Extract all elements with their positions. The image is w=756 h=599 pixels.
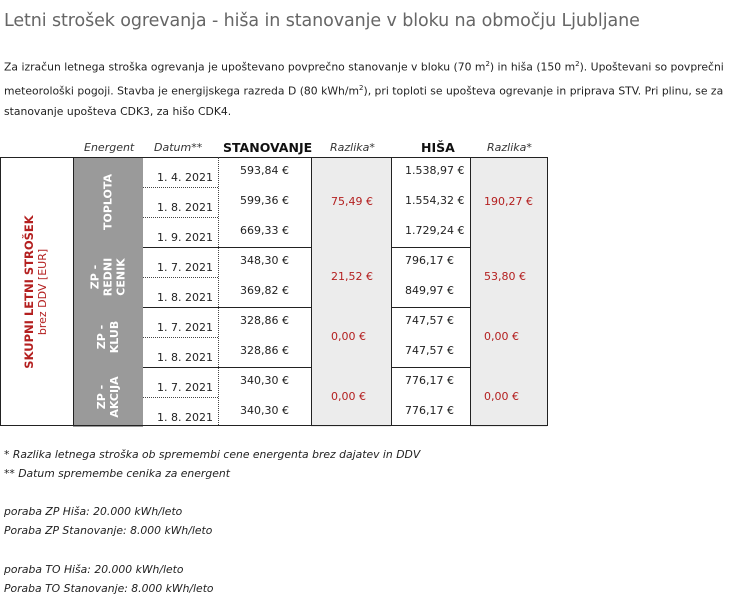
stanovanje-value: 369,82 € [240,284,289,297]
hisa-value: 776,17 € [405,374,454,387]
footnote-razlika: * Razlika letnega stroška ob spremembi cene energenta brez dajatev in DDV [4,448,421,461]
group-label-line: ZP - [95,324,108,350]
note-zp-stanovanje: Poraba ZP Stanovanje: 8.000 kWh/leto [4,524,213,537]
intro-text-2: ) in hiša (150 m [489,60,576,74]
group-label [89,258,128,296]
group-label-line: ZP - [95,384,108,410]
razlika-hisa-value: 190,27 € [484,195,533,208]
stanovanje-value: 328,86 € [240,314,289,327]
hisa-value: 1.554,32 € [405,194,465,207]
row-divider [143,337,218,338]
group-label-line: ZP - [88,264,102,290]
column-line [470,157,471,425]
page-title: Letni strošek ogrevanja - hiša in stanovanje v bloku na območju Ljubljane [4,11,640,31]
header-stanovanje: STANOVANJE [223,140,313,155]
header-razlika-stanovanje: Razlika* [330,141,375,154]
date-cell: 1. 7. 2021 [157,261,213,274]
hisa-value: 796,17 € [405,254,454,267]
intro-text-1: Za izračun letnega stroška ogrevanja je upoštevano povprečno stanovanje v bloku (70 m [4,60,486,74]
column-line [73,157,74,425]
column-line-dotted [218,157,219,425]
side-label [22,215,50,368]
row-divider [143,277,218,278]
razlika-hisa-value: 0,00 € [484,390,519,403]
group-label-line: CENIK [114,258,128,296]
razlika-stanovanje-value: 21,52 € [331,270,373,283]
razlika-hisa-value: 0,00 € [484,330,519,343]
stanovanje-value: 348,30 € [240,254,289,267]
column-line [311,157,312,425]
date-cell: 1. 8. 2021 [157,351,213,364]
date-cell: 1. 4. 2021 [157,171,213,184]
row-divider [143,217,218,218]
hisa-value: 747,57 € [405,344,454,357]
header-datum: Datum** [154,141,203,154]
stanovanje-value: 669,33 € [240,224,289,237]
group-label-line: TOPLOTA [101,173,115,231]
side-label-subtitle: brez DDV [EUR] [36,248,49,336]
razlika-stanovanje-value: 75,49 € [331,195,373,208]
hisa-value: 747,57 € [405,314,454,327]
header-razlika-hisa: Razlika* [487,141,532,154]
intro-text-3: ). Upoštevani so povprečni meteorološki pogoji. Stavba je energijskega razreda D (80 kWh/m [4,60,724,98]
stanovanje-value: 340,30 € [240,374,289,387]
group-label-line: KLUB [108,320,121,354]
date-cell: 1. 8. 2021 [157,201,213,214]
razlika-stanovanje-value: 0,00 € [331,330,366,343]
footnote-datum: ** Datum spremembe cenika za energent [4,467,230,480]
razlika-hisa-value: 53,80 € [484,270,526,283]
row-divider [143,187,218,188]
hisa-value: 849,97 € [405,284,454,297]
date-cell: 1. 9. 2021 [157,231,213,244]
hisa-value: 1.538,97 € [405,164,465,177]
note-to-hisa: poraba TO Hiša: 20.000 kWh/leto [4,563,184,576]
hisa-value: 776,17 € [405,404,454,417]
intro-paragraph [4,54,752,122]
column-line [391,157,392,425]
stanovanje-value: 599,36 € [240,194,289,207]
group-label-line: REDNI [101,257,115,297]
date-cell: 1. 8. 2021 [157,291,213,304]
table-left-border [0,157,1,425]
intro-text-4: ), pri toploti se upošteva ogrevanje in priprava STV. Pri plinu, se za stanovanje upošteva CDK3, za hišo CDK4. [4,84,724,119]
row-divider [143,397,218,398]
sup-1: 2 [485,60,490,68]
sup-3: 2 [359,83,364,92]
date-cell: 1. 7. 2021 [157,381,213,394]
sup-2: 2 [575,60,580,68]
note-to-stanovanje: Poraba TO Stanovanje: 8.000 kWh/leto [4,582,214,595]
date-cell: 1. 7. 2021 [157,321,213,334]
group-label [95,376,121,417]
group-label [102,174,115,230]
stanovanje-value: 340,30 € [240,404,289,417]
stanovanje-value: 593,84 € [240,164,289,177]
header-hisa: HIŠA [421,140,455,155]
group-label [95,321,121,353]
table-top-border [0,157,547,158]
note-zp-hisa: poraba ZP Hiša: 20.000 kWh/leto [4,505,183,518]
date-cell: 1. 8. 2021 [157,411,213,424]
stanovanje-value: 328,86 € [240,344,289,357]
hisa-value: 1.729,24 € [405,224,465,237]
header-energent: Energent [84,141,135,154]
group-label-line: AKCIJA [108,376,121,418]
side-label-title: SKUPNI LETNI STROŠEK [22,215,36,369]
table-right-border [547,157,548,426]
razlika-stanovanje-value: 0,00 € [331,390,366,403]
table-bottom-border [0,425,547,426]
